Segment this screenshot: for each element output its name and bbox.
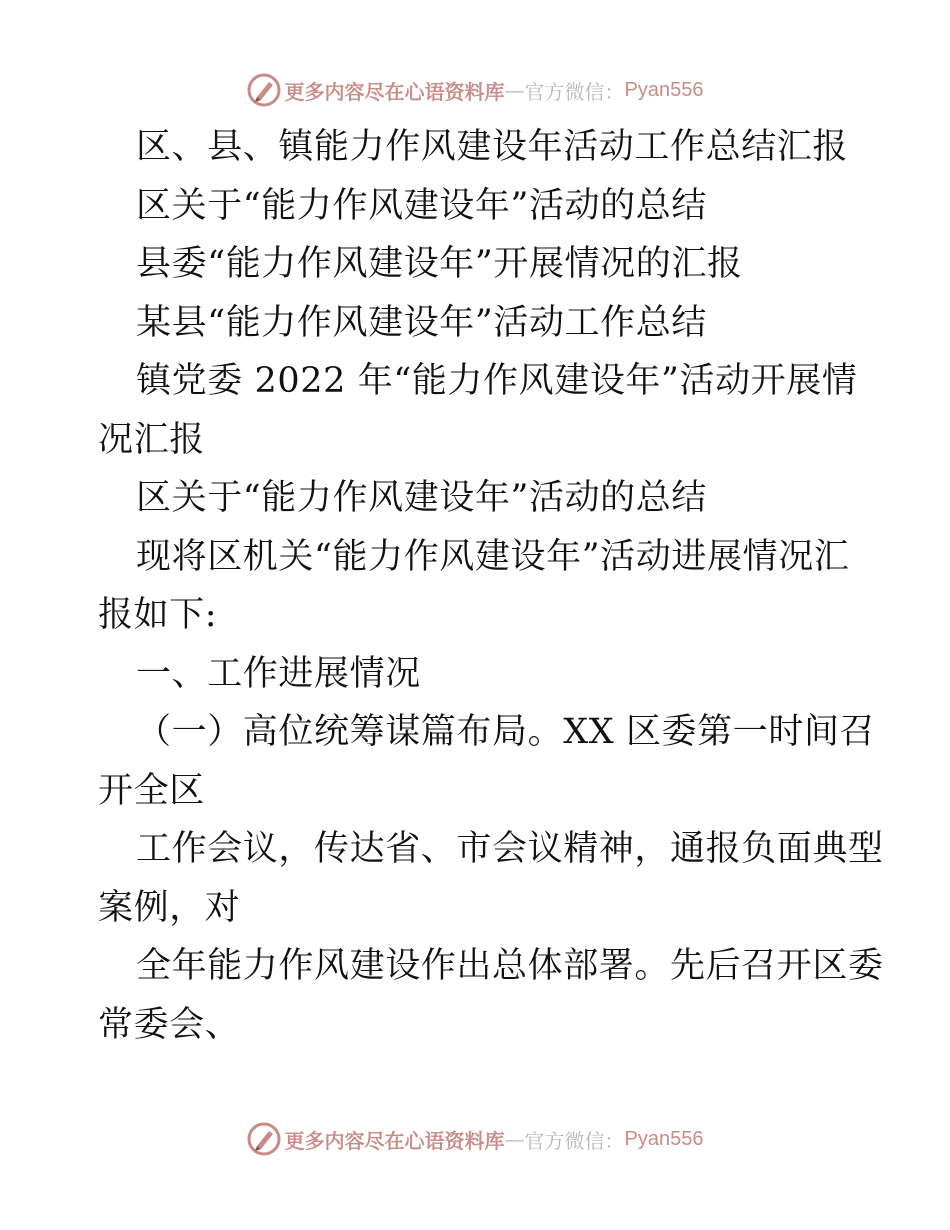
footer-banner [0,1119,950,1159]
pen-logo-icon [247,73,281,107]
document-line: 全年能力作风建设作出总体部署。先后召开区委 [136,946,884,986]
document-line: 镇党委 2022 年“能力作风建设年”活动开展情 [136,361,858,401]
document-line: 报如下: [98,595,218,635]
document-line: 工作会议，传达省、市会议精神，通报负面典型 [136,829,884,869]
document-line: 开全区 [98,770,205,811]
banner-wechat-id: Pyan556 [624,78,704,101]
document-line: 区关于“能力作风建设年”活动的总结 [136,478,707,518]
document-line: （一）高位统筹谋篇布局。XX 区委第一时间召 [136,712,876,752]
document-line: 况汇报 [98,419,205,460]
document-line: 区、县、镇能力作风建设年活动工作总结汇报 [136,127,849,167]
header-banner [0,70,950,110]
banner-dash: — [504,78,525,102]
document-line: 一、工作进展情况 [136,653,421,694]
document-line: 县委“能力作风建设年”开展情况的汇报 [136,244,743,284]
banner-wechat-label: 官方微信： [524,79,625,104]
banner-dash: — [504,1127,525,1151]
document-line: 区关于“能力作风建设年”活动的总结 [136,185,707,226]
banner-wechat-label: 官方微信： [524,1128,625,1153]
banner-wechat-id: Pyan556 [624,1127,704,1150]
banner-brand-text: 更多内容尽在心语资料库 [284,1128,505,1153]
banner-brand-text: 更多内容尽在心语资料库 [284,79,505,104]
document-line: 现将区机关“能力作风建设年”活动进展情况汇 [136,536,850,577]
document-line: 常委会、 [98,1004,241,1045]
document-line: 案例，对 [98,887,241,928]
pen-logo-icon [247,1122,281,1156]
document-body [98,118,884,1054]
document-line: 某县“能力作风建设年”活动工作总结 [136,302,707,343]
